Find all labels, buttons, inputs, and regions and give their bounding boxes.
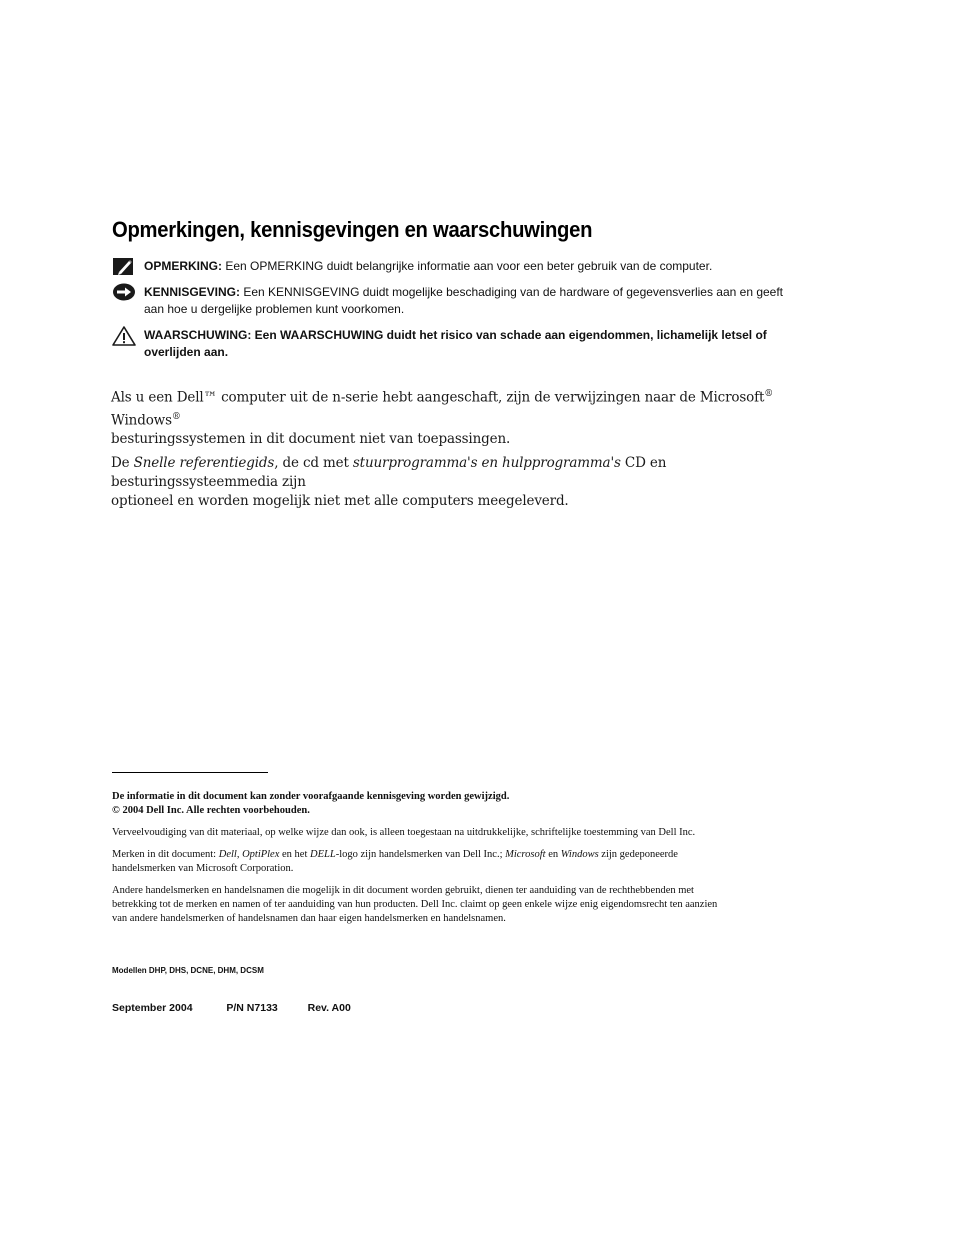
registered-mark: ® <box>171 411 181 422</box>
registered-mark: ® <box>764 389 774 399</box>
other-line1: Andere handelsmerken en handelsnamen die mogelijk in dit document worden gebruikt, dienen ter aanduiding van de rechthebbenden met <box>112 885 694 896</box>
footer-revision: Rev. A00 <box>307 1002 351 1014</box>
dell-n-series-paragraph <box>111 385 816 449</box>
tm-text: en het <box>279 849 311 860</box>
para1-text-a: Als u een Dell™ computer uit de n-serie hebt aangeschaft, zijn de verwijzingen naar de Microsoft <box>111 389 765 406</box>
note-block <box>112 258 817 275</box>
para2-text-f: optioneel en worden mogelijk niet met alle computers meegeleverd. <box>111 493 569 509</box>
other-trademarks-notice <box>112 884 817 926</box>
tm-optiplex: OptiPlex <box>242 849 280 860</box>
drivers-utilities-title: stuurprogramma's en hulpprogramma's <box>352 455 621 471</box>
caution-label: WAARSCHUWING: <box>144 328 252 342</box>
para2-text-a: De <box>111 455 134 471</box>
para1-text-c: besturingssystemen in dit document niet van toepassingen. <box>111 431 511 447</box>
copyright-line: © 2004 Dell Inc. Alle rechten voorbehouden. <box>112 805 310 816</box>
caution-text-line1: Een WAARSCHUWING duidt het risico van schade aan eigendommen, lichamelijk letsel of <box>254 328 767 342</box>
caution-text-line2: overlijden aan. <box>144 345 229 359</box>
footer-part-number: P/N N7133 <box>226 1002 278 1014</box>
tm-text: -logo zijn handelsmerken van Dell Inc.; <box>335 849 506 860</box>
trademark-notice <box>112 848 817 876</box>
footnote-divider <box>112 772 268 773</box>
para1-text-b: Windows <box>111 412 172 428</box>
notice-text-line1: Een KENNISGEVING duidt mogelijke beschadiging van de hardware of gegevensverlies aan en geeft <box>243 285 784 299</box>
footer-date: September 2004 <box>112 1002 193 1014</box>
note-pencil-icon <box>112 257 136 277</box>
tm-dell-logo: DELL <box>310 849 336 860</box>
legal-header <box>112 790 817 818</box>
caution-block <box>112 327 817 361</box>
caution-triangle-icon <box>112 326 136 346</box>
reproduction-notice: Verveelvoudiging van dit materiaal, op welke wijze dan ook, is alleen toegestaan na uitdrukkelijke, schriftelijke toestemming van Dell Inc. <box>112 827 696 838</box>
legal-line1: De informatie in dit document kan zonder voorafgaande kennisgeving worden gewijzigd. <box>112 791 510 802</box>
footer-info <box>112 1002 351 1014</box>
tm-microsoft: Microsoft <box>505 849 546 860</box>
para2-text-e: CD en besturingssysteemmedia zijn <box>111 455 667 490</box>
para2-text-c: , de cd met <box>274 455 353 471</box>
tm-text: zijn gedeponeerde <box>598 849 678 860</box>
media-paragraph <box>111 454 816 511</box>
notice-label: KENNISGEVING: <box>144 285 241 299</box>
notice-text-line2: aan hoe u dergelijke problemen kunt voorkomen. <box>144 302 405 316</box>
tm-text: Merken in dit document: <box>112 849 219 860</box>
page-title: Opmerkingen, kennisgevingen en waarschuwingen <box>112 217 593 242</box>
note-label: OPMERKING: <box>144 259 222 273</box>
quick-reference-title: Snelle referentiegids <box>133 455 275 471</box>
tm-dell: Dell <box>218 849 237 860</box>
notice-block <box>112 284 817 318</box>
models-line: Modellen DHP, DHS, DCNE, DHM, DCSM <box>112 966 264 975</box>
notice-arrow-icon <box>112 283 136 303</box>
tm-text: , <box>236 849 243 860</box>
other-line3: van andere handelsmerken of handelsnamen dan haar eigen handelsmerken en handelsnamen. <box>112 913 506 924</box>
other-line2: betrekking tot de merken en namen of ter aanduiding van hun producten. Dell Inc. claimt op geen enkele wijze enig eigendomsrecht ten aanzien <box>112 899 718 910</box>
tm-text: en <box>545 849 561 860</box>
tm-text: handelsmerken van Microsoft Corporation. <box>112 863 294 874</box>
tm-windows: Windows <box>560 849 599 860</box>
note-text: Een OPMERKING duidt belangrijke informatie aan voor een beter gebruik van de computer. <box>225 259 713 273</box>
